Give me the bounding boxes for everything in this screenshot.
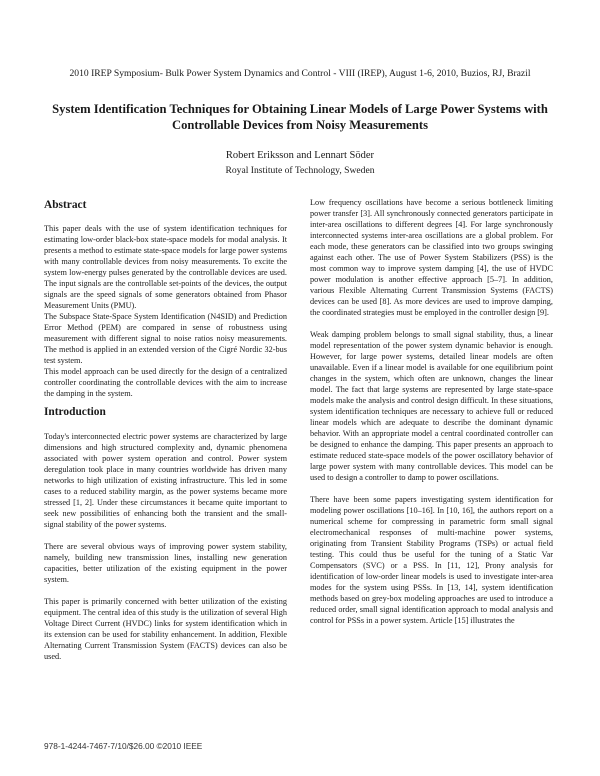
right-column xyxy=(310,197,553,626)
body-paragraph: Weak damping problem belongs to small signal stability, thus, a linear model representation of the power system dynamic behavior is enough. However, for large power systems, detailed linear models are often unavailable. Even if a linear model is available for one equilibrium point changes in the system, which often are unknown, changes the linear model. The fact that large systems are represented by large state-space models make the analysis and control design difficult. In these situations, system identification techniques are necessary to achieve full or reduced linear models which are adequate to describe the dominant dynamic behavior. With an appropriate model a central coordinated controller can be designed to enhance the damping. This paper presents an approach to estimate reduced state-space models of the power oscillatory behavior of large power system with many controllable devices. This model can be used to design a controller to damp to power oscillations. xyxy=(310,330,553,482)
introduction-heading: Introduction xyxy=(44,406,106,418)
conference-header: 2010 IREP Symposium- Bulk Power System Dynamics and Control - VIII (IREP), August 1-6, 2010, Buzios, RJ, Brazil xyxy=(69,68,531,79)
abstract-paragraph: This paper deals with the use of system identification techniques for estimating low-order black-box state-space models for modal analysis. It presents a method to estimate state-space models for large power systems with many controllable devices from noisy measurements. To excite the system low-energy pulses generated by the controllable devices are used. The input signals are the controllable set-points of the devices, the output signals are the speed signals of some generators obtained from Phasor Measurement Units (PMU). xyxy=(44,224,287,310)
abstract-paragraph: This model approach can be used directly for the design of a centralized controller coordinating the controllable devices with the aim to increase the damping in the system. xyxy=(44,367,287,398)
body-paragraph: Low frequency oscillations have become a serious bottleneck limiting power transfer [3]. All synchronously connected generators participate in inter-area oscillations to different degrees [4]. For large synchronously interconnected systems inter-area oscillations are a global problem. For each mode, these generators can be classified into two groups swinging against each other. The use of Power System Stabilizers (PSS) is the most common way to improve system damping [4], the use of HVDC power modulation is another effective approach [5–7]. In addition, various Flexible Alternating Current Transmission Systems (FACTS) devices can be used [8]. As more devices are used to improve damping, the coordinated strategies must be employed in the controller design [9]. xyxy=(310,198,553,317)
body-paragraph: There have been some papers investigating system identification for modeling power oscillations [10–16]. In [10, 16], the authors report on a numerical scheme for compressing in parametric form small signal electromechanical responses of multi-machine power systems, originating from Transient Stability Programs (TSPs) or actual field testing. This could thus be useful for the tuning of a Static Var Compensators (SVC) or a PSS. In [11, 12], Prony analysis for identification of low-order linear models is used to investigate inter-area modes for the system using PSSs. In [13, 14], system identification methods based on grey-box modeling approaches are used to introduce a reduced order, small signal identification approach to modal analysis and control for PSSs in a power system. Article [15] illustrates the xyxy=(310,495,553,625)
intro-paragraph: There are several obvious ways of improving power system stability, namely, building new transmission lines, installing new generation capacities, better utilization of the existing equipment in the power system. xyxy=(44,542,287,584)
copyright-footer: 978-1-4244-7467-7/10/$26.00 ©2010 IEEE xyxy=(44,741,203,751)
abstract-paragraph: The Subspace State-Space System Identification (N4SID) and Prediction Error Method (PEM) are compared in sense of robustness using measurement with different signal to noise ratios noisy measurements. The method is applied in an extended version of the Cigré Nordic 32-bus test system. xyxy=(44,312,287,365)
affiliation: Royal Institute of Technology, Sweden xyxy=(225,165,375,176)
paper-title: System Identification Techniques for Obtaining Linear Models of Large Power Systems with Controllable Devices from Noisy Measurements xyxy=(52,102,548,132)
abstract-heading: Abstract xyxy=(44,199,87,211)
intro-paragraph: This paper is primarily concerned with better utilization of the existing equipment. The central idea of this study is the utilization of several High Voltage Direct Current (HVDC) links for system identification which in its extension can be used for stability enhancement. In addition, Flexible Alternating Current Transmission System (FACTS) devices can also be used. xyxy=(44,597,287,661)
left-column xyxy=(44,198,287,662)
authors: Robert Eriksson and Lennart Söder xyxy=(225,150,375,161)
intro-paragraph: Today's interconnected electric power systems are characterized by large dimensions and high structured complexity and, dynamic phenomena associated with power system operation and control. Power system deregulation took place in many countries worldwide has driven many networks to high utilization of existing infrastructure. This led in some cases to a reduced stability margin, as the power systems became more stressed [1, 2]. Under these circumstances it became quite important to seek new possibilities of enhancing both the transient and the small-signal stability of the power systems. xyxy=(44,432,287,529)
